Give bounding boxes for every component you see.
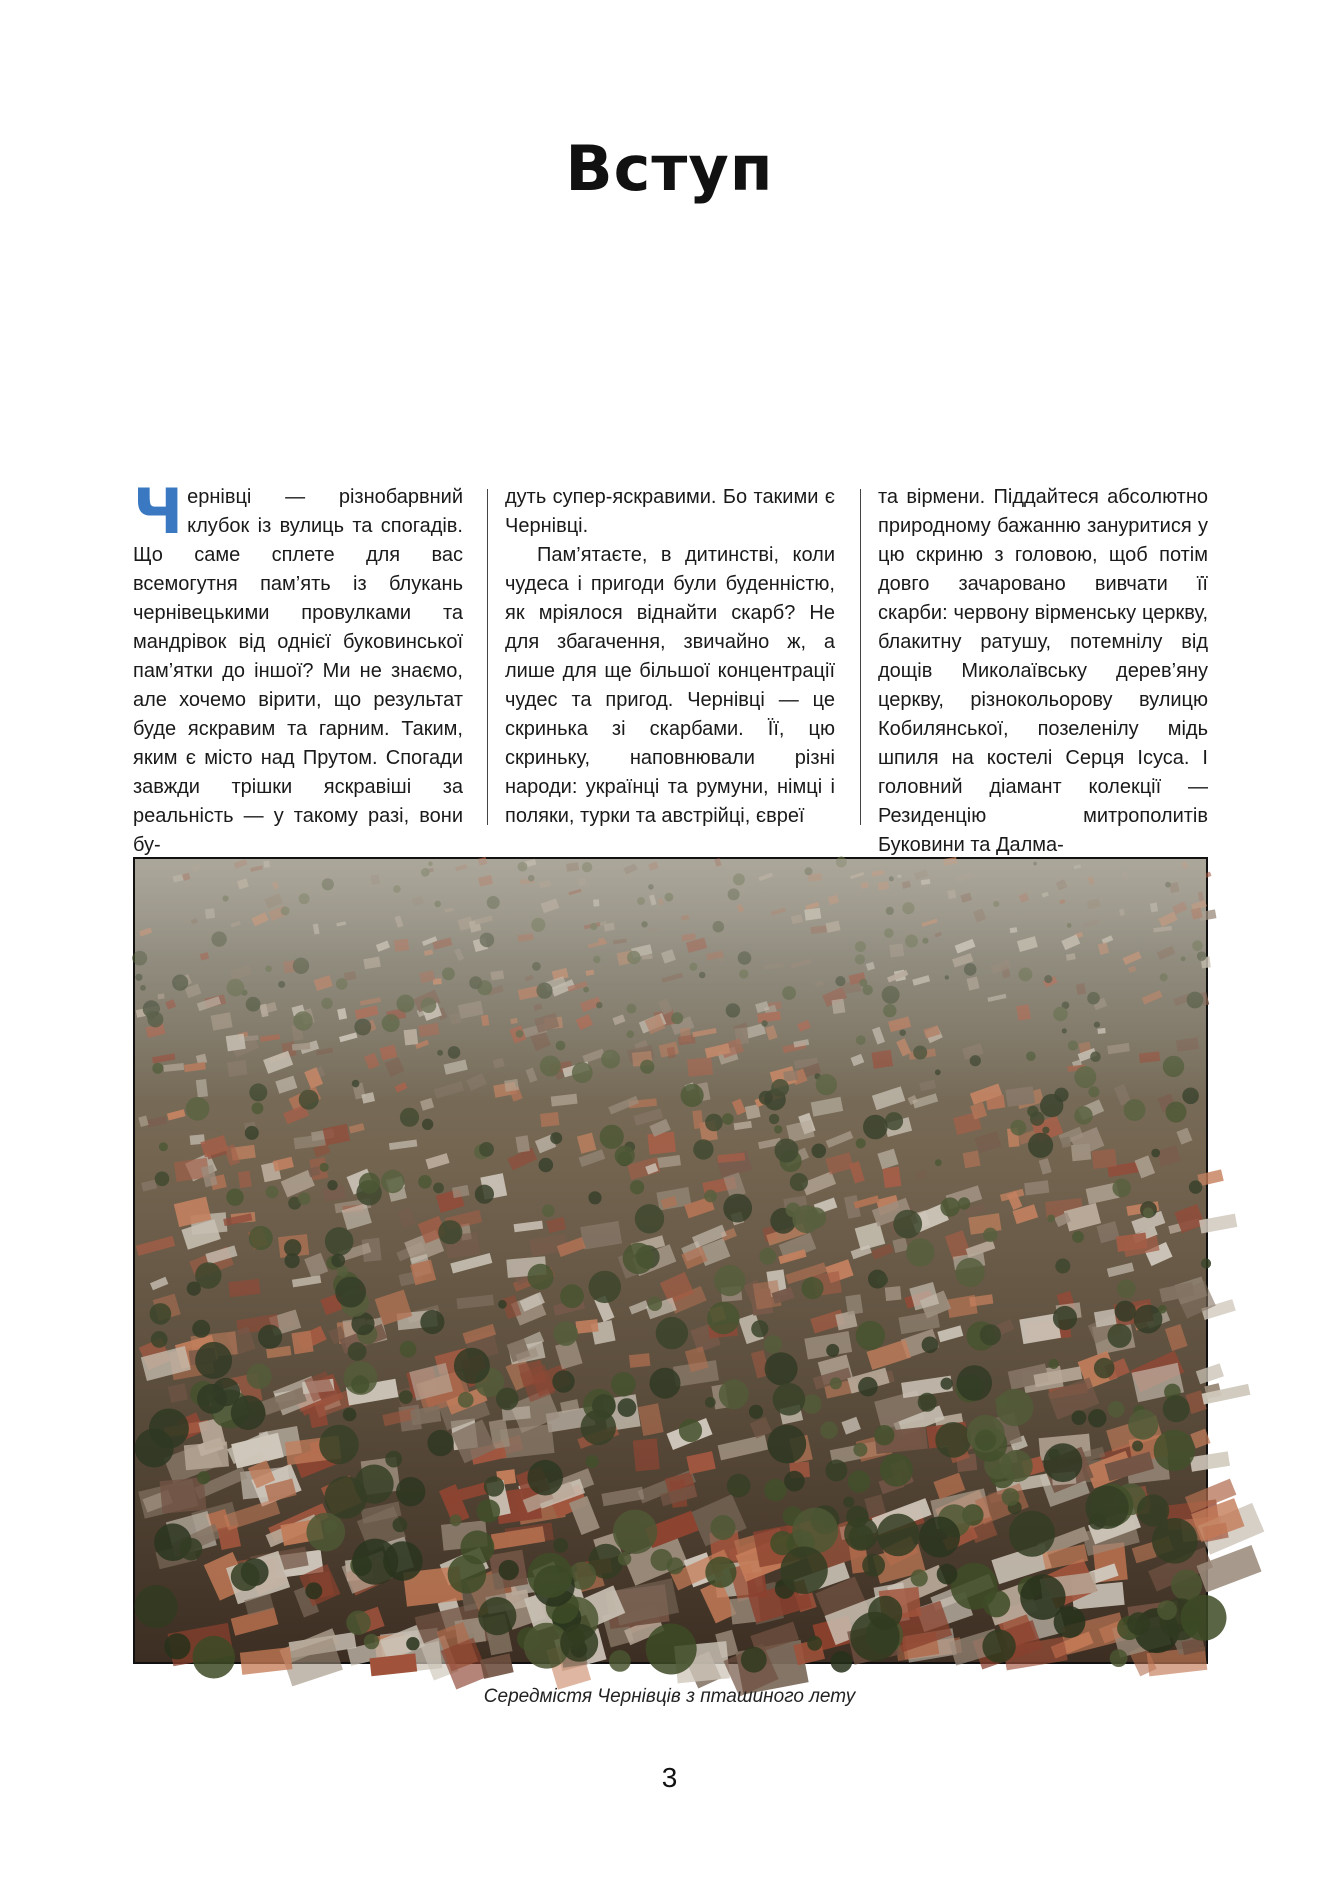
paragraph: дуть супер-яскравими. Бо такими є Чернівці. [505,486,835,537]
text-column-2 [505,483,835,829]
text-column-3 [878,483,1208,856]
paragraph: Пам’ятаєте, в дитинстві, коли чудеса і пригоди були буденністю, як мріялося віднайти скарб? Не для збагачення, звичайно ж, а лише для ще більшої концентрації чудес та пригод. Чернівці — це скринька зі скарбами. Її, цю скриньку, наповнювали різні народи: українці та румуни, німці і поляки, турки та австрійці, євреї [505,544,835,827]
drop-cap: Ч [133,475,184,548]
photo-caption: Середмістя Чернівців з пташиного лету [483,1686,856,1707]
page-number: 3 [661,1762,678,1793]
aerial-city-photo [133,857,1208,1664]
paragraph: та вірмени. Піддайтеся абсолютно природному бажанню зануритися у цю скриню з головою, щоб потім довго зачаровано вивчати її скарби: червону вірменську церкву, блакитну ратушу, потемнілу від дощів Миколаївську дерев’яну церкву, різнокольорову вулицю Кобилянської, позеленілу мідь шпиля на костелі Серця Ісуса. І головний діамант колекції — Резиденцію митрополитів Буковини та Далма- [878,486,1208,856]
paragraph: ернівці — різнобарвний клубок із вулиць та спогадів. Що саме сплете для вас всемогутня пам’ять із блукань чернівецькими провулками та мандрівок від однієї буковинської пам’ятки до іншої? Ми не знаємо, але хочемо вірити, що результат буде яскравим та гарним. Таким, яким є місто над Прутом. Спогади завжди трішки яскравіші за реальність — у такому разі, вони бу- [133,486,463,856]
text-column-1 [133,475,463,856]
text-columns [133,475,1208,856]
column-divider [860,489,861,825]
page-title: Вступ [565,132,774,205]
column-divider [487,489,488,825]
